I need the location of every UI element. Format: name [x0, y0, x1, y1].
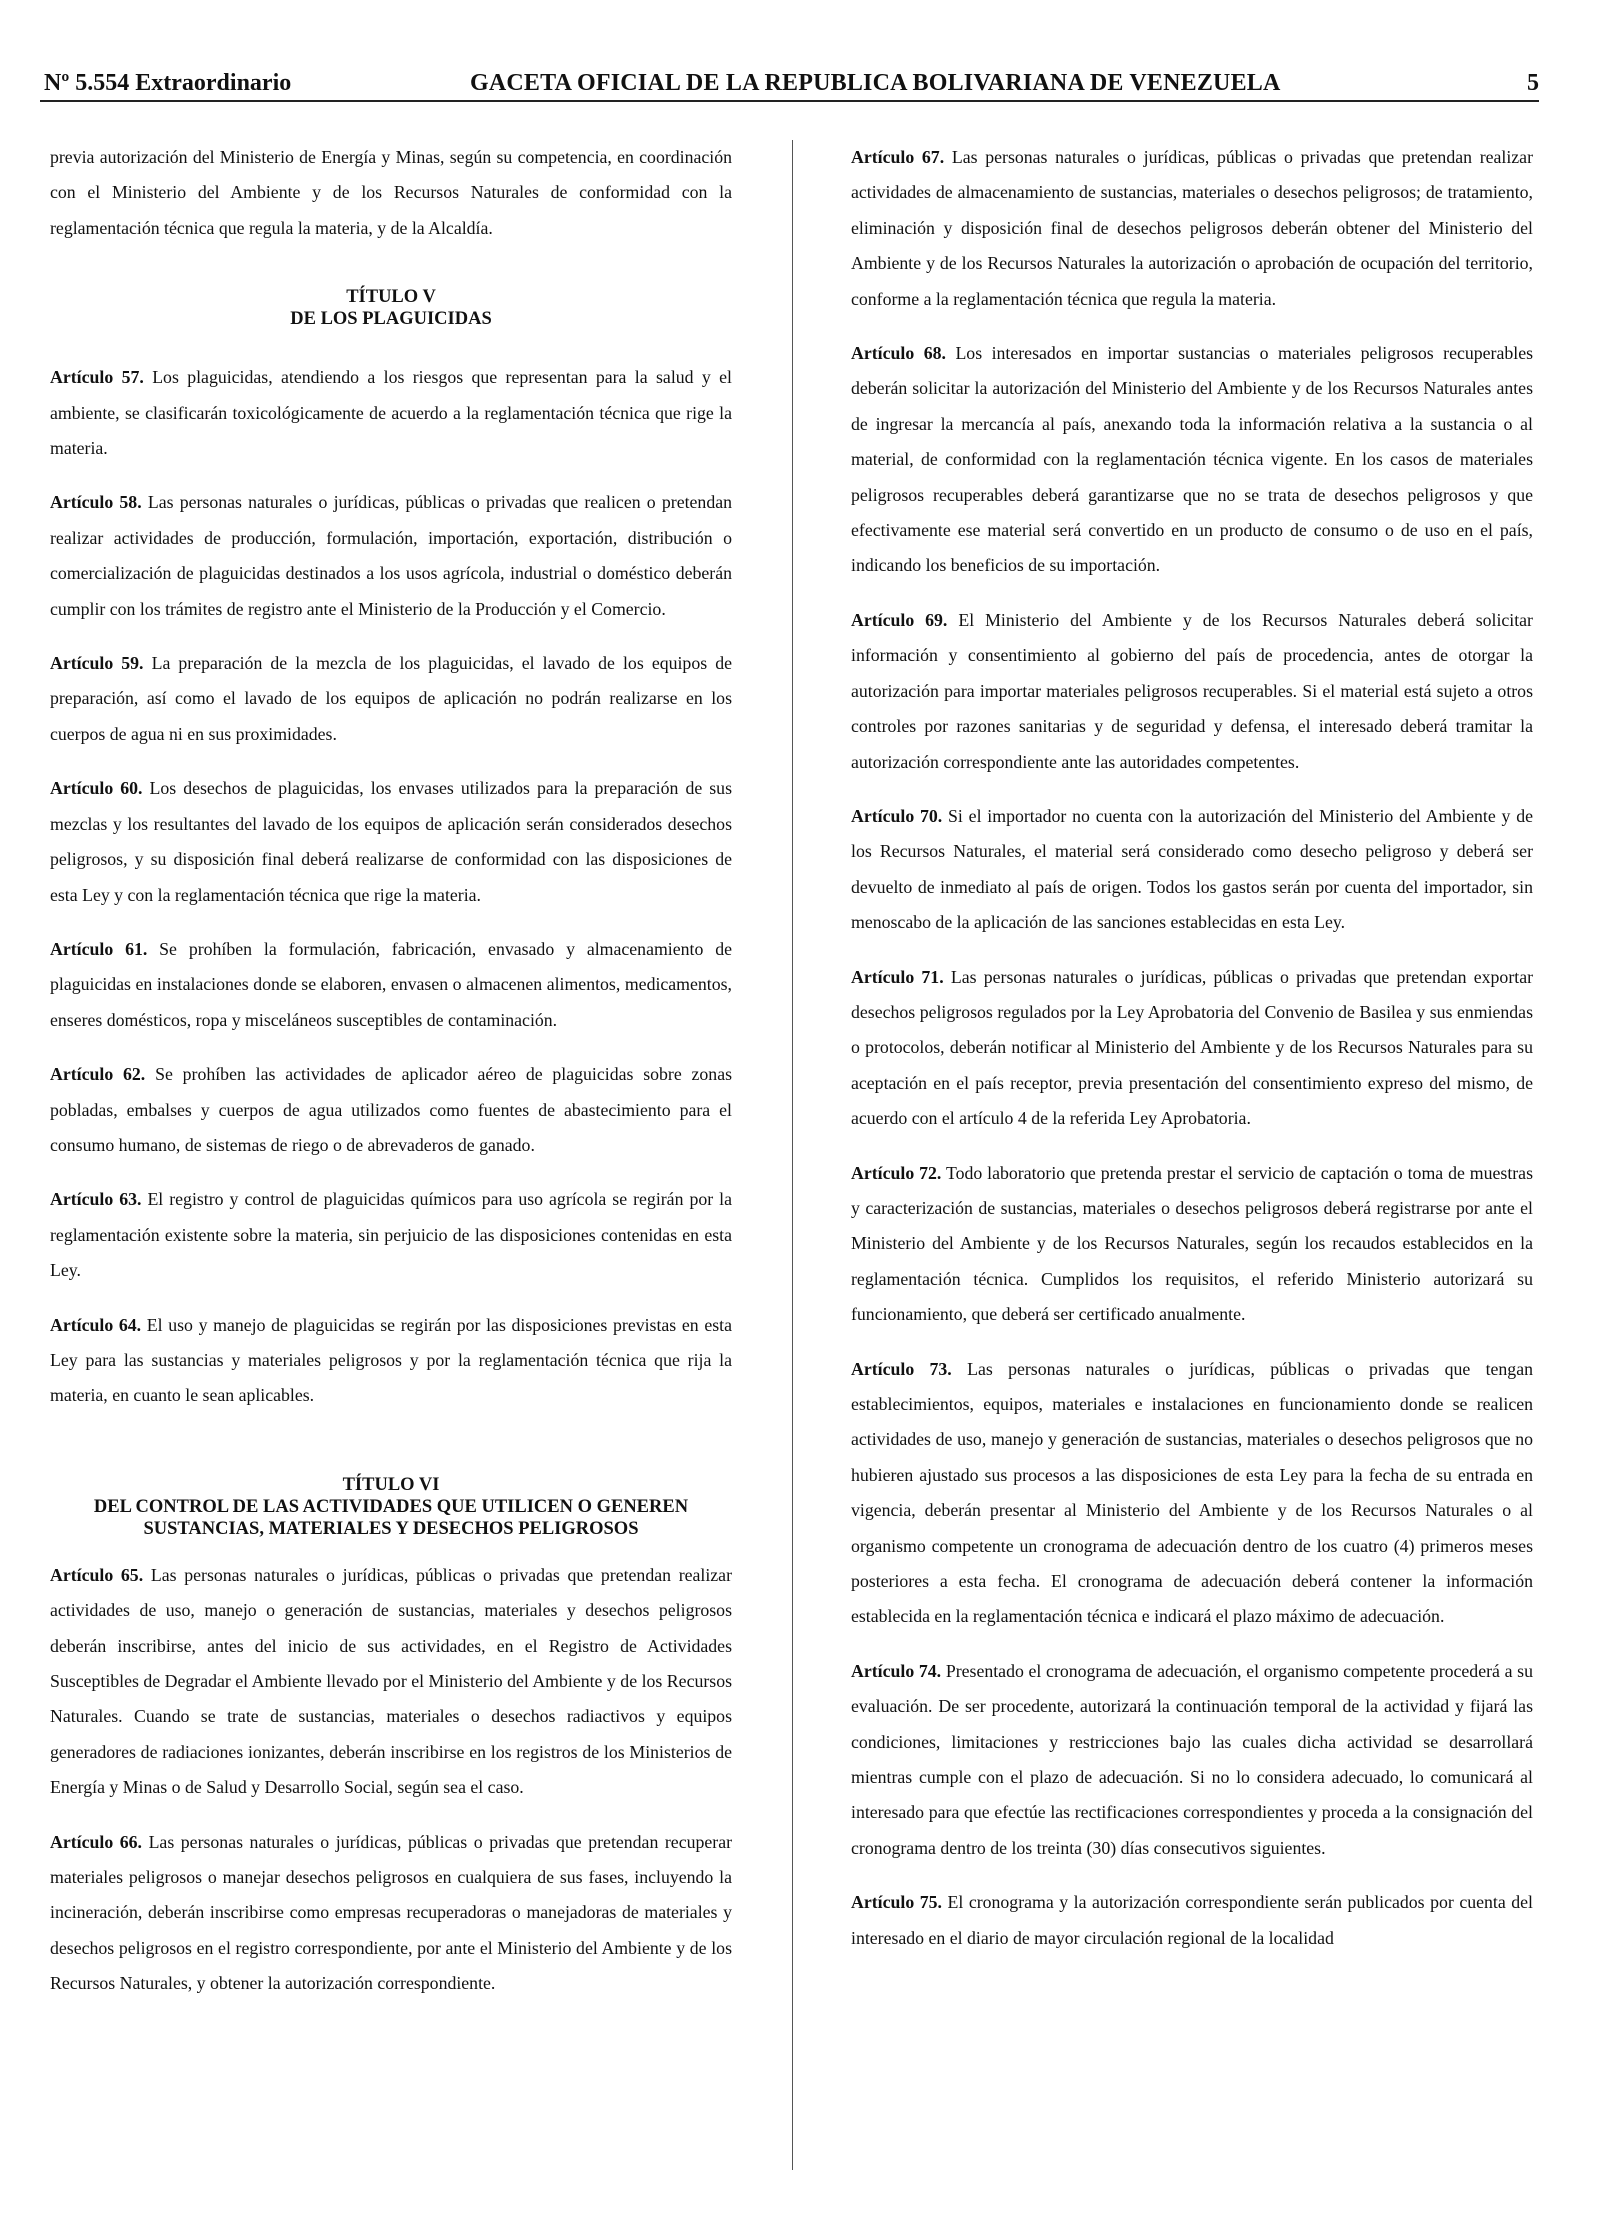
article-label: Artículo 71. — [851, 966, 944, 987]
article-text: Los interesados en importar sustancias o materiales peligrosos recuperables deberán solicitar la autorización del Ministerio del Ambiente y de los Recursos Naturales antes de ingresar la mercancía al país, anexando toda la información relativa a la sustancia o al material, de conformidad con la reglamentación técnica vigente. En los casos de materiales peligrosos recuperables deberá garantizarse que no se trata de desechos peligrosos y que efectivamente ese material será convertido en un producto de consumo o de uso en el país, indicando los beneficios de su importación. — [851, 343, 1534, 576]
publication-title: GACETA OFICIAL DE LA REPUBLICA BOLIVARIANA DE VENEZUELA — [470, 70, 1281, 96]
article-label: Artículo 73. — [851, 1358, 952, 1379]
article-text: La preparación de la mezcla de los plaguicidas, el lavado de los equipos de preparación, así como el lavado de los equipos de aplicación no podrán realizarse en los cuerpos de agua ni en sus proximidades. — [50, 653, 732, 744]
article-label: Artículo 57. — [50, 367, 144, 388]
article-68 — [851, 336, 1533, 584]
article-label: Artículo 63. — [50, 1189, 142, 1210]
article-63 — [50, 1182, 732, 1288]
article-label: Artículo 60. — [50, 778, 143, 799]
article-text: Se prohíben la formulación, fabricación, envasado y almacenamiento de plaguicidas en instalaciones donde se elaboren, envasen o almacenen alimentos, medicamentos, enseres domésticos, ropa y misceláneos susceptibles de contaminación. — [50, 938, 732, 1030]
article-72 — [851, 1156, 1533, 1333]
article-61 — [50, 932, 732, 1038]
article-text: Las personas naturales o jurídicas, públicas o privadas que realicen o pretendan realizar actividades de producción, formulación, importación, exportación, distribución o comercialización de plaguicidas destinados a los usos agrícola, industrial o doméstico deberán cumplir con los trámites de registro ante el Ministerio de la Producción y el Comercio. — [50, 492, 732, 619]
intro-paragraph: previa autorización del Ministerio de Energía y Minas, según su competencia, en coordinación con el Ministerio del Ambiente y de los Recursos Naturales de conformidad con la reglamentación técnica que regula la materia, y de la Alcaldía. — [50, 147, 732, 238]
article-label: Artículo 70. — [851, 805, 943, 826]
article-65 — [50, 1558, 732, 1806]
title-v-heading — [50, 286, 732, 330]
page-number: 5 — [1527, 70, 1539, 96]
article-label: Artículo 67. — [851, 147, 945, 167]
article-label: Artículo 64. — [50, 1314, 142, 1335]
right-column — [851, 140, 1533, 1975]
title-v-name: DE LOS PLAGUICIDAS — [290, 309, 492, 330]
issue-number: Nº 5.554 Extraordinario — [44, 70, 292, 96]
article-label: Artículo 61. — [50, 938, 148, 959]
article-text: Se prohíben las actividades de aplicador aéreo de plaguicidas sobre zonas pobladas, embalses y cuerpos de agua utilizados como fuentes de abastecimiento para el consumo humano, de sistemas de riego o de abrevaderos de ganado. — [50, 1064, 733, 1155]
title-vi-number: TÍTULO VI — [342, 1474, 440, 1495]
article-label: Artículo 72. — [851, 1162, 942, 1183]
article-text: Presentado el cronograma de adecuación, el organismo competente procederá a su evaluación. De ser procedente, autorizará la continuación temporal de la actividad y fijará las condiciones, limitaciones y restricciones bajo las cuales dicha actividad se desarrollará mientras cumple con el plazo de adecuación. Si no lo considera adecuado, lo comunicará al interesado para que efectúe las rectificaciones correspondientes y proceda a la consignación del cronograma dentro de los treinta (30) días consecutivos siguientes. — [851, 1660, 1533, 1858]
article-64 — [50, 1308, 732, 1414]
article-text: Las personas naturales o jurídicas, públicas o privadas que pretendan realizar actividades de almacenamiento de sustancias, materiales o desechos peligrosos; de tratamiento, eliminación y disposición final de desechos peligrosos deberán obtener del Ministerio del Ambiente y de los Recursos Naturales la autorización o aprobación de ocupación del territorio, conforme a la reglamentación técnica que regula la materia. — [851, 147, 1533, 309]
article-label: Artículo 65. — [50, 1564, 144, 1585]
article-67 — [851, 140, 1533, 317]
article-62 — [50, 1057, 732, 1163]
article-74 — [851, 1654, 1533, 1866]
title-vi-name-line2: SUSTANCIAS, MATERIALES Y DESECHOS PELIGROSOS — [143, 1518, 639, 1539]
article-text: Las personas naturales o jurídicas, públicas o privadas que pretendan exportar desechos peligrosos regulados por la Ley Aprobatoria del Convenio de Basilea y sus enmiendas o protocolos, deberán notificar al Ministerio del Ambiente y de los Recursos Naturales para su aceptación en el país receptor, previa presentación del consentimiento expreso del mismo, de acuerdo con el artículo 4 de la referida Ley Aprobatoria. — [851, 966, 1534, 1129]
article-text: Los plaguicidas, atendiendo a los riesgos que representan para la salud y el ambiente, se clasificarán toxicológicamente de acuerdo a la reglamentación técnica que rige la materia. — [50, 367, 732, 459]
title-v-number: TÍTULO V — [346, 287, 436, 308]
article-label: Artículo 59. — [50, 653, 144, 674]
article-text: El Ministerio del Ambiente y de los Recursos Naturales deberá solicitar información y consentimiento al gobierno del país de procedencia, antes de otorgar la autorización para importar materiales peligrosos recuperables. Si el material está sujeto a otros controles por razones sanitarias y de seguridad y defensa, el interesado deberá tramitar la autorización correspondiente ante las autoridades competentes. — [851, 609, 1533, 772]
article-text: El registro y control de plaguicidas químicos para uso agrícola se regirán por la reglamentación existente sobre la materia, sin perjuicio de las disposiciones contenidas en esta Ley. — [50, 1189, 732, 1281]
article-text: Las personas naturales o jurídicas, públicas o privadas que tengan establecimientos, equipos, materiales e instalaciones en funcionamiento donde se realicen actividades de uso, manejo y generación de sustancias, materiales o desechos peligrosos que no hubieren ajustado sus procesos a las disposiciones de esta Ley para la fecha de su entrada en vigencia, deberán presentar al Ministerio del Ambiente y de los Recursos Naturales o al organismo competente un cronograma de adecuación dentro de los cuatro (4) primeros meses posteriores a esta fecha. El cronograma de adecuación deberá contener la información establecida en la reglamentación técnica e indicará el plazo máximo de adecuación. — [851, 1358, 1533, 1627]
article-text: Los desechos de plaguicidas, los envases utilizados para la preparación de sus mezclas y los resultantes del lavado de los equipos de aplicación serán considerados desechos peligrosos, y su disposición final deberá realizarse de conformidad con las disposiciones de esta Ley y con la reglamentación técnica que rige la materia. — [50, 778, 732, 905]
article-label: Artículo 58. — [50, 492, 142, 513]
article-60 — [50, 771, 732, 913]
column-divider — [792, 140, 793, 2170]
article-66 — [50, 1825, 732, 2002]
article-71 — [851, 960, 1533, 1137]
article-text: Las personas naturales o jurídicas, públicas o privadas que pretendan realizar actividades de uso, manejo o generación de sustancias, materiales y desechos peligrosos deberán inscribirse, antes del inicio de sus actividades, en el Registro de Actividades Susceptibles de Degradar el Ambiente llevado por el Ministerio del Ambiente y de los Recursos Naturales. Cuando se trate de sustancias, materiales o desechos radiactivos y equipos generadores de radiaciones ionizantes, deberán inscribirse en los registros de los Ministerios de Energía y Minas o de Salud y Desarrollo Social, según sea el caso. — [50, 1564, 732, 1798]
article-label: Artículo 68. — [851, 343, 946, 364]
article-59 — [50, 646, 732, 752]
article-text: Todo laboratorio que pretenda prestar el servicio de captación o toma de muestras y caracterización de sustancias, materiales o desechos peligrosos deberá registrarse por ante el Ministerio del Ambiente y de los Recursos Naturales, según los recaudos establecidos en la reglamentación técnica. Cumplidos los requisitos, el referido Ministerio autorizará su funcionamiento, que deberá ser certificado anualmente. — [851, 1162, 1533, 1325]
title-vi-heading — [50, 1474, 732, 1540]
article-58 — [50, 485, 732, 627]
article-73 — [851, 1352, 1533, 1635]
left-column — [50, 140, 732, 2021]
title-vi-name-line1: DEL CONTROL DE LAS ACTIVIDADES QUE UTILICEN O GENEREN — [93, 1496, 689, 1517]
article-69 — [851, 603, 1533, 780]
article-label: Artículo 75. — [851, 1892, 942, 1913]
article-70 — [851, 799, 1533, 941]
article-label: Artículo 69. — [851, 609, 948, 630]
article-label: Artículo 74. — [851, 1660, 942, 1681]
article-57 — [50, 360, 732, 466]
page-header — [40, 72, 1539, 102]
article-75 — [851, 1885, 1533, 1956]
article-text: Las personas naturales o jurídicas, públicas o privadas que pretendan recuperar materiales peligrosos o manejar desechos peligrosos en cualquiera de sus fases, incluyendo la incineración, deberán inscribirse como empresas recuperadoras o manejadoras de materiales y desechos peligrosos en el registro correspondiente, por ante el Ministerio del Ambiente y de los Recursos Naturales, y obtener la autorización correspondiente. — [50, 1831, 733, 1994]
article-text: El uso y manejo de plaguicidas se regirán por las disposiciones previstas en esta Ley para las sustancias y materiales peligrosos y por la reglamentación técnica que rija la materia, en cuanto le sean aplicables. — [50, 1314, 732, 1406]
article-label: Artículo 66. — [50, 1831, 142, 1852]
article-label: Artículo 62. — [50, 1064, 146, 1085]
article-text: Si el importador no cuenta con la autorización del Ministerio del Ambiente y de los Recursos Naturales, el material será considerado como desecho peligroso y deberá ser devuelto de inmediato al país de origen. Todos los gastos serán por cuenta del importador, sin menoscabo de la aplicación de las sanciones establecidas en esta Ley. — [851, 805, 1533, 933]
article-text: El cronograma y la autorización correspondiente serán publicados por cuenta del interesado en el diario de mayor circulación regional de la localidad — [851, 1892, 1533, 1948]
